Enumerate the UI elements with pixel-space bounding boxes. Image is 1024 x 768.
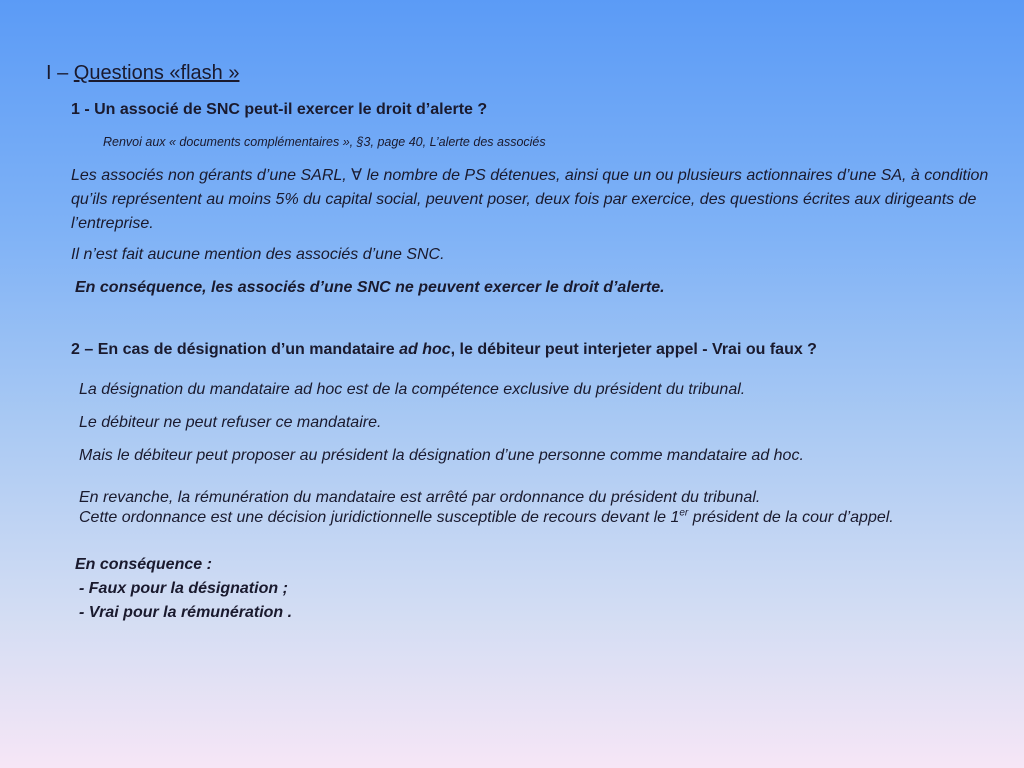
conclusion-line-1: - Faux pour la désignation ; — [79, 580, 288, 597]
answer-5-after: président de la cour d’appel. — [688, 509, 894, 526]
question-2-part-3: , le débiteur peut interjeter appel - Vrai ou faux ? — [450, 341, 817, 358]
question-2-ad-hoc: ad hoc — [399, 341, 451, 358]
title-underlined: Questions «flash » — [73, 62, 240, 84]
conclusion-title: En conséquence : — [75, 556, 212, 573]
answer-line-3: Mais le débiteur peut proposer au président la désignation d’une personne comme mandataire ad hoc. — [79, 447, 804, 464]
question-1: 1 - Un associé de SNC peut-il exercer le droit d’alerte ? — [71, 101, 488, 118]
answer-line-4: En revanche, la rémunération du mandataire est arrêté par ordonnance du président du tribunal. — [79, 489, 761, 506]
question-2-part-1: 2 – En cas de désignation d’un mandataire — [71, 341, 400, 358]
question-1-conclusion: En conséquence, les associés d’une SNC ne peuvent exercer le droit d’alerte. — [75, 279, 665, 296]
paragraph-1-after: le nombre de PS détenues, ainsi que un ou plusieurs actionnaires d’une SA, à condition qu’ils représentent au moins 5% du capital social, peuvent poser, deux fois par exercice, des questions écrites aux dirigeants de l’entreprise. — [71, 167, 989, 232]
paragraph-1-before: Les associés non gérants d’une SARL, — [71, 167, 352, 184]
question-1-paragraph-1 — [71, 164, 1001, 236]
answer-line-1: La désignation du mandataire ad hoc est de la compétence exclusive du président du tribunal. — [79, 381, 746, 398]
answer-5-before: Cette ordonnance est une décision juridictionnelle susceptible de recours devant le 1 — [79, 509, 680, 526]
conclusion-line-2: - Vrai pour la rémunération . — [79, 604, 293, 621]
answer-5-superscript: er — [679, 507, 689, 519]
title-prefix: I – — [46, 62, 74, 84]
answer-line-5 — [79, 509, 894, 527]
forall-symbol: ∀ — [351, 167, 363, 184]
slide-title — [46, 62, 239, 85]
question-2-conclusion — [75, 553, 292, 625]
question-2 — [71, 341, 817, 359]
answer-line-2: Le débiteur ne peut refuser ce mandataire. — [79, 414, 382, 431]
question-1-reference: Renvoi aux « documents complémentaires », §3, page 40, L’alerte des associés — [103, 135, 546, 149]
question-1-paragraph-2: Il n’est fait aucune mention des associés d’une SNC. — [71, 246, 445, 263]
